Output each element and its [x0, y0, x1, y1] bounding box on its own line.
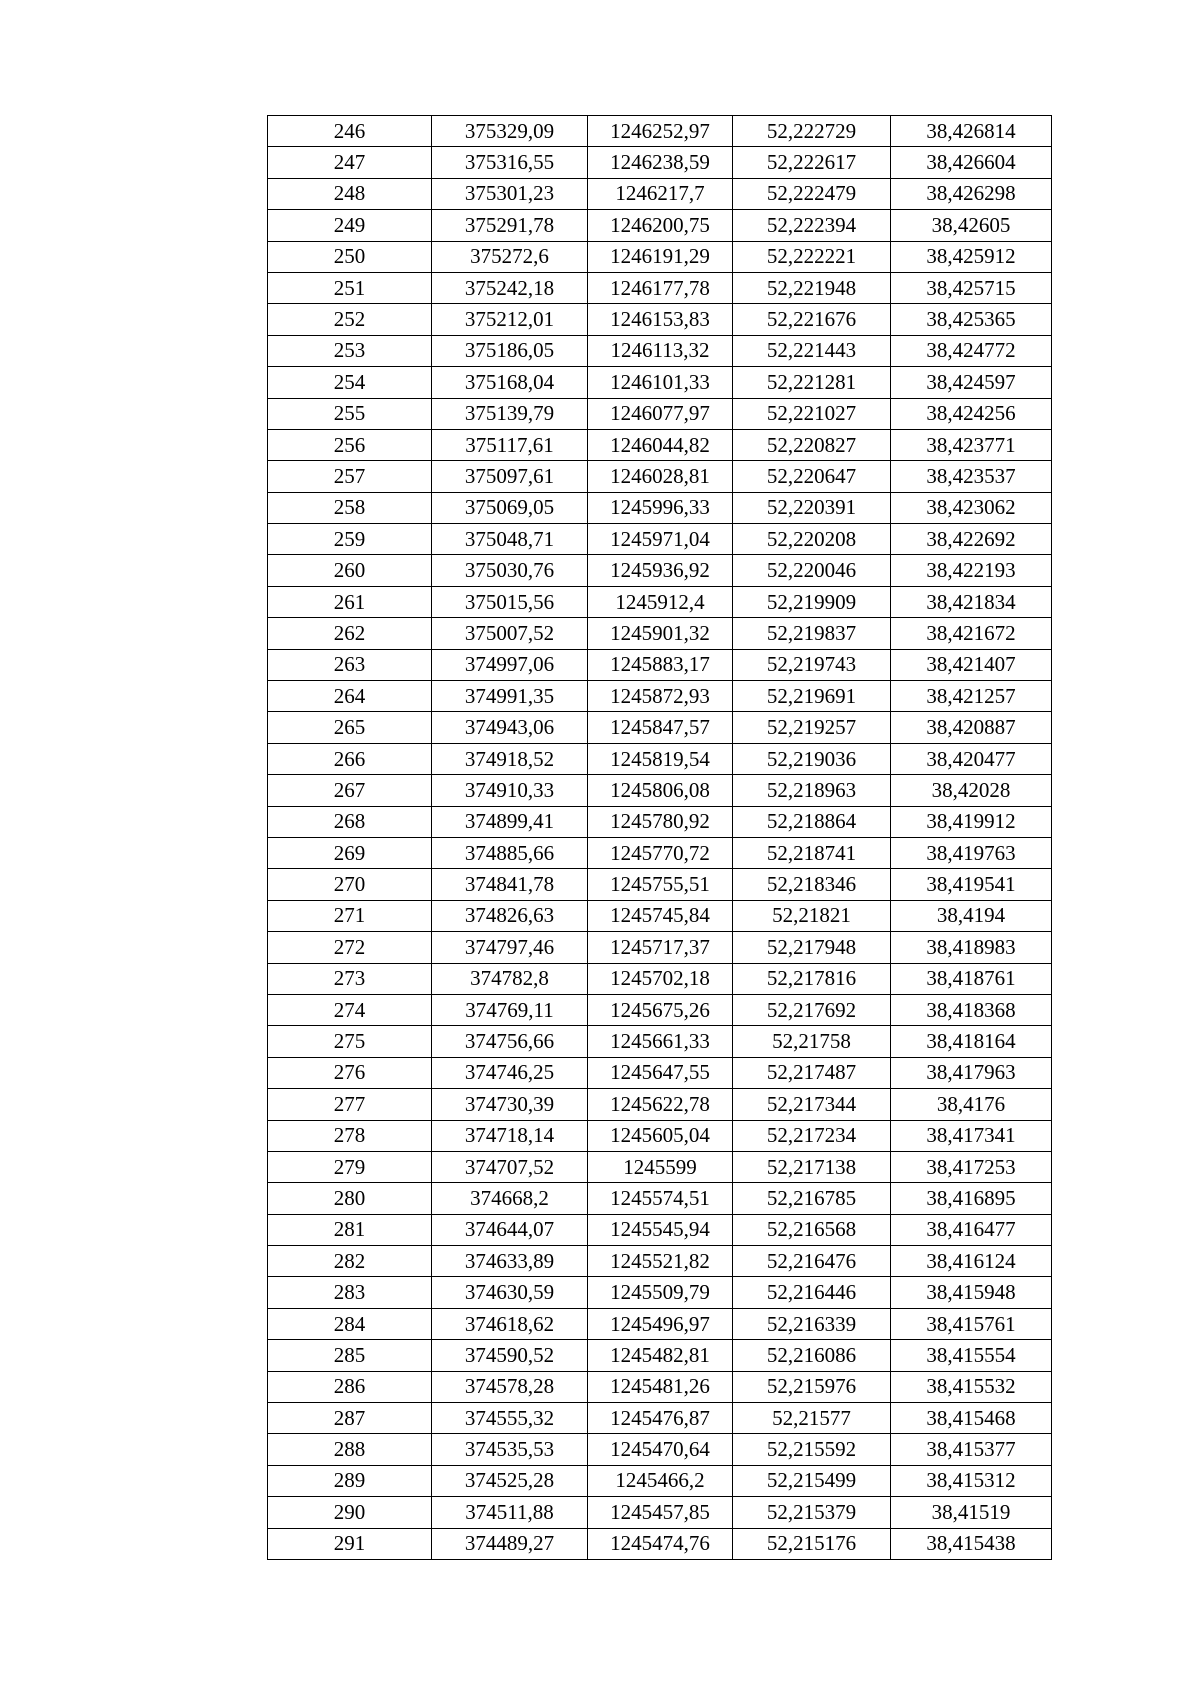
y-coordinate-cell: 1246044,82 — [588, 429, 733, 460]
table-row — [268, 398, 1052, 429]
y-coordinate-cell: 1245521,82 — [588, 1246, 733, 1277]
y-coordinate-cell: 1246191,29 — [588, 241, 733, 272]
latitude-cell: 52,218741 — [733, 837, 891, 868]
longitude-cell: 38,421407 — [891, 649, 1052, 680]
table-row — [268, 618, 1052, 649]
x-coordinate-cell: 375139,79 — [432, 398, 588, 429]
point-number-cell: 261 — [268, 586, 432, 617]
table-row — [268, 1214, 1052, 1245]
latitude-cell: 52,222617 — [733, 147, 891, 178]
x-coordinate-cell: 374769,11 — [432, 994, 588, 1025]
x-coordinate-cell: 375291,78 — [432, 210, 588, 241]
point-number-cell: 283 — [268, 1277, 432, 1308]
y-coordinate-cell: 1245496,97 — [588, 1308, 733, 1339]
x-coordinate-cell: 374644,07 — [432, 1214, 588, 1245]
longitude-cell: 38,418983 — [891, 932, 1052, 963]
table-row — [268, 555, 1052, 586]
table-row — [268, 1371, 1052, 1402]
table-row — [268, 806, 1052, 837]
longitude-cell: 38,420887 — [891, 712, 1052, 743]
latitude-cell: 52,222221 — [733, 241, 891, 272]
point-number-cell: 287 — [268, 1403, 432, 1434]
table-row — [268, 492, 1052, 523]
latitude-cell: 52,217487 — [733, 1057, 891, 1088]
table-row — [268, 743, 1052, 774]
table-row — [268, 1403, 1052, 1434]
point-number-cell: 257 — [268, 461, 432, 492]
y-coordinate-cell: 1245819,54 — [588, 743, 733, 774]
x-coordinate-cell: 374943,06 — [432, 712, 588, 743]
table-row — [268, 178, 1052, 209]
table-row — [268, 1497, 1052, 1528]
x-coordinate-cell: 375186,05 — [432, 335, 588, 366]
y-coordinate-cell: 1245647,55 — [588, 1057, 733, 1088]
point-number-cell: 273 — [268, 963, 432, 994]
y-coordinate-cell: 1245872,93 — [588, 681, 733, 712]
x-coordinate-cell: 374707,52 — [432, 1151, 588, 1182]
point-number-cell: 275 — [268, 1026, 432, 1057]
longitude-cell: 38,41519 — [891, 1497, 1052, 1528]
point-number-cell: 285 — [268, 1340, 432, 1371]
table-row — [268, 1465, 1052, 1496]
latitude-cell: 52,217138 — [733, 1151, 891, 1182]
longitude-cell: 38,415554 — [891, 1340, 1052, 1371]
point-number-cell: 268 — [268, 806, 432, 837]
longitude-cell: 38,42028 — [891, 775, 1052, 806]
y-coordinate-cell: 1246200,75 — [588, 210, 733, 241]
table-row — [268, 335, 1052, 366]
x-coordinate-cell: 374535,53 — [432, 1434, 588, 1465]
x-coordinate-cell: 374618,62 — [432, 1308, 588, 1339]
longitude-cell: 38,420477 — [891, 743, 1052, 774]
x-coordinate-cell: 375117,61 — [432, 429, 588, 460]
point-number-cell: 278 — [268, 1120, 432, 1151]
point-number-cell: 247 — [268, 147, 432, 178]
longitude-cell: 38,422692 — [891, 524, 1052, 555]
point-number-cell: 260 — [268, 555, 432, 586]
x-coordinate-cell: 375301,23 — [432, 178, 588, 209]
latitude-cell: 52,217816 — [733, 963, 891, 994]
y-coordinate-cell: 1245745,84 — [588, 900, 733, 931]
point-number-cell: 277 — [268, 1089, 432, 1120]
latitude-cell: 52,221676 — [733, 304, 891, 335]
latitude-cell: 52,216568 — [733, 1214, 891, 1245]
y-coordinate-cell: 1245936,92 — [588, 555, 733, 586]
y-coordinate-cell: 1245971,04 — [588, 524, 733, 555]
latitude-cell: 52,219257 — [733, 712, 891, 743]
longitude-cell: 38,4194 — [891, 900, 1052, 931]
point-number-cell: 252 — [268, 304, 432, 335]
y-coordinate-cell: 1245481,26 — [588, 1371, 733, 1402]
longitude-cell: 38,419541 — [891, 869, 1052, 900]
latitude-cell: 52,222394 — [733, 210, 891, 241]
point-number-cell: 274 — [268, 994, 432, 1025]
y-coordinate-cell: 1245806,08 — [588, 775, 733, 806]
longitude-cell: 38,416124 — [891, 1246, 1052, 1277]
table-row — [268, 1277, 1052, 1308]
x-coordinate-cell: 375168,04 — [432, 367, 588, 398]
y-coordinate-cell: 1246153,83 — [588, 304, 733, 335]
latitude-cell: 52,217948 — [733, 932, 891, 963]
x-coordinate-cell: 375097,61 — [432, 461, 588, 492]
longitude-cell: 38,426298 — [891, 178, 1052, 209]
y-coordinate-cell: 1245599 — [588, 1151, 733, 1182]
latitude-cell: 52,218346 — [733, 869, 891, 900]
y-coordinate-cell: 1246101,33 — [588, 367, 733, 398]
y-coordinate-cell: 1245470,64 — [588, 1434, 733, 1465]
longitude-cell: 38,426814 — [891, 116, 1052, 147]
table-row — [268, 524, 1052, 555]
longitude-cell: 38,419912 — [891, 806, 1052, 837]
point-number-cell: 276 — [268, 1057, 432, 1088]
latitude-cell: 52,220391 — [733, 492, 891, 523]
longitude-cell: 38,418368 — [891, 994, 1052, 1025]
y-coordinate-cell: 1246238,59 — [588, 147, 733, 178]
longitude-cell: 38,415377 — [891, 1434, 1052, 1465]
x-coordinate-cell: 374997,06 — [432, 649, 588, 680]
point-number-cell: 272 — [268, 932, 432, 963]
x-coordinate-cell: 374991,35 — [432, 681, 588, 712]
table-row — [268, 837, 1052, 868]
y-coordinate-cell: 1246113,32 — [588, 335, 733, 366]
x-coordinate-cell: 374899,41 — [432, 806, 588, 837]
y-coordinate-cell: 1245545,94 — [588, 1214, 733, 1245]
table-row — [268, 241, 1052, 272]
longitude-cell: 38,421834 — [891, 586, 1052, 617]
x-coordinate-cell: 374797,46 — [432, 932, 588, 963]
longitude-cell: 38,421257 — [891, 681, 1052, 712]
x-coordinate-cell: 374633,89 — [432, 1246, 588, 1277]
latitude-cell: 52,218864 — [733, 806, 891, 837]
table-row — [268, 1434, 1052, 1465]
longitude-cell: 38,423771 — [891, 429, 1052, 460]
longitude-cell: 38,415532 — [891, 1371, 1052, 1402]
y-coordinate-cell: 1245574,51 — [588, 1183, 733, 1214]
point-number-cell: 254 — [268, 367, 432, 398]
x-coordinate-cell: 375015,56 — [432, 586, 588, 617]
longitude-cell: 38,424772 — [891, 335, 1052, 366]
longitude-cell: 38,42605 — [891, 210, 1052, 241]
y-coordinate-cell: 1246252,97 — [588, 116, 733, 147]
x-coordinate-cell: 374630,59 — [432, 1277, 588, 1308]
y-coordinate-cell: 1245847,57 — [588, 712, 733, 743]
latitude-cell: 52,220647 — [733, 461, 891, 492]
latitude-cell: 52,221443 — [733, 335, 891, 366]
table-row — [268, 367, 1052, 398]
latitude-cell: 52,221027 — [733, 398, 891, 429]
y-coordinate-cell: 1245912,4 — [588, 586, 733, 617]
point-number-cell: 280 — [268, 1183, 432, 1214]
y-coordinate-cell: 1245901,32 — [588, 618, 733, 649]
y-coordinate-cell: 1246177,78 — [588, 272, 733, 303]
x-coordinate-cell: 375212,01 — [432, 304, 588, 335]
table-row — [268, 1340, 1052, 1371]
latitude-cell: 52,215176 — [733, 1528, 891, 1559]
point-number-cell: 251 — [268, 272, 432, 303]
table-row — [268, 963, 1052, 994]
x-coordinate-cell: 374511,88 — [432, 1497, 588, 1528]
longitude-cell: 38,418761 — [891, 963, 1052, 994]
x-coordinate-cell: 374826,63 — [432, 900, 588, 931]
point-number-cell: 286 — [268, 1371, 432, 1402]
longitude-cell: 38,417253 — [891, 1151, 1052, 1182]
y-coordinate-cell: 1245482,81 — [588, 1340, 733, 1371]
y-coordinate-cell: 1245770,72 — [588, 837, 733, 868]
x-coordinate-cell: 374668,2 — [432, 1183, 588, 1214]
latitude-cell: 52,219743 — [733, 649, 891, 680]
longitude-cell: 38,4176 — [891, 1089, 1052, 1120]
point-number-cell: 282 — [268, 1246, 432, 1277]
table-row — [268, 461, 1052, 492]
longitude-cell: 38,422193 — [891, 555, 1052, 586]
x-coordinate-cell: 374918,52 — [432, 743, 588, 774]
latitude-cell: 52,216446 — [733, 1277, 891, 1308]
point-number-cell: 281 — [268, 1214, 432, 1245]
table-row — [268, 1183, 1052, 1214]
x-coordinate-cell: 374730,39 — [432, 1089, 588, 1120]
latitude-cell: 52,216339 — [733, 1308, 891, 1339]
table-row — [268, 272, 1052, 303]
x-coordinate-cell: 375069,05 — [432, 492, 588, 523]
latitude-cell: 52,21758 — [733, 1026, 891, 1057]
y-coordinate-cell: 1245474,76 — [588, 1528, 733, 1559]
x-coordinate-cell: 374555,32 — [432, 1403, 588, 1434]
longitude-cell: 38,423537 — [891, 461, 1052, 492]
y-coordinate-cell: 1245702,18 — [588, 963, 733, 994]
y-coordinate-cell: 1246028,81 — [588, 461, 733, 492]
y-coordinate-cell: 1245883,17 — [588, 649, 733, 680]
table-row — [268, 994, 1052, 1025]
longitude-cell: 38,419763 — [891, 837, 1052, 868]
point-number-cell: 290 — [268, 1497, 432, 1528]
latitude-cell: 52,21821 — [733, 900, 891, 931]
x-coordinate-cell: 374841,78 — [432, 869, 588, 900]
coordinates-table — [267, 115, 1052, 1560]
latitude-cell: 52,218963 — [733, 775, 891, 806]
y-coordinate-cell: 1246217,7 — [588, 178, 733, 209]
table-row — [268, 304, 1052, 335]
point-number-cell: 250 — [268, 241, 432, 272]
point-number-cell: 269 — [268, 837, 432, 868]
longitude-cell: 38,415468 — [891, 1403, 1052, 1434]
table-row — [268, 932, 1052, 963]
table-row — [268, 1151, 1052, 1182]
latitude-cell: 52,215499 — [733, 1465, 891, 1496]
latitude-cell: 52,219837 — [733, 618, 891, 649]
point-number-cell: 263 — [268, 649, 432, 680]
latitude-cell: 52,216785 — [733, 1183, 891, 1214]
x-coordinate-cell: 374885,66 — [432, 837, 588, 868]
longitude-cell: 38,418164 — [891, 1026, 1052, 1057]
x-coordinate-cell: 374756,66 — [432, 1026, 588, 1057]
latitude-cell: 52,219036 — [733, 743, 891, 774]
table-row — [268, 649, 1052, 680]
table-row — [268, 210, 1052, 241]
latitude-cell: 52,21577 — [733, 1403, 891, 1434]
table-row — [268, 116, 1052, 147]
point-number-cell: 253 — [268, 335, 432, 366]
x-coordinate-cell: 374590,52 — [432, 1340, 588, 1371]
longitude-cell: 38,417963 — [891, 1057, 1052, 1088]
y-coordinate-cell: 1245466,2 — [588, 1465, 733, 1496]
point-number-cell: 262 — [268, 618, 432, 649]
latitude-cell: 52,215592 — [733, 1434, 891, 1465]
x-coordinate-cell: 375316,55 — [432, 147, 588, 178]
x-coordinate-cell: 374910,33 — [432, 775, 588, 806]
latitude-cell: 52,215976 — [733, 1371, 891, 1402]
point-number-cell: 246 — [268, 116, 432, 147]
x-coordinate-cell: 375272,6 — [432, 241, 588, 272]
x-coordinate-cell: 375329,09 — [432, 116, 588, 147]
point-number-cell: 255 — [268, 398, 432, 429]
point-number-cell: 249 — [268, 210, 432, 241]
y-coordinate-cell: 1245755,51 — [588, 869, 733, 900]
longitude-cell: 38,417341 — [891, 1120, 1052, 1151]
point-number-cell: 258 — [268, 492, 432, 523]
point-number-cell: 256 — [268, 429, 432, 460]
point-number-cell: 248 — [268, 178, 432, 209]
longitude-cell: 38,415312 — [891, 1465, 1052, 1496]
y-coordinate-cell: 1245457,85 — [588, 1497, 733, 1528]
table-row — [268, 1528, 1052, 1559]
latitude-cell: 52,217692 — [733, 994, 891, 1025]
latitude-cell: 52,221948 — [733, 272, 891, 303]
x-coordinate-cell: 374578,28 — [432, 1371, 588, 1402]
latitude-cell: 52,220208 — [733, 524, 891, 555]
latitude-cell: 52,222729 — [733, 116, 891, 147]
latitude-cell: 52,222479 — [733, 178, 891, 209]
x-coordinate-cell: 374525,28 — [432, 1465, 588, 1496]
point-number-cell: 265 — [268, 712, 432, 743]
latitude-cell: 52,220827 — [733, 429, 891, 460]
latitude-cell: 52,216476 — [733, 1246, 891, 1277]
point-number-cell: 266 — [268, 743, 432, 774]
latitude-cell: 52,219909 — [733, 586, 891, 617]
table-row — [268, 1057, 1052, 1088]
latitude-cell: 52,221281 — [733, 367, 891, 398]
point-number-cell: 279 — [268, 1151, 432, 1182]
longitude-cell: 38,423062 — [891, 492, 1052, 523]
longitude-cell: 38,425365 — [891, 304, 1052, 335]
point-number-cell: 267 — [268, 775, 432, 806]
y-coordinate-cell: 1245780,92 — [588, 806, 733, 837]
point-number-cell: 270 — [268, 869, 432, 900]
x-coordinate-cell: 375007,52 — [432, 618, 588, 649]
latitude-cell: 52,215379 — [733, 1497, 891, 1528]
longitude-cell: 38,424597 — [891, 367, 1052, 398]
point-number-cell: 291 — [268, 1528, 432, 1559]
table-row — [268, 147, 1052, 178]
y-coordinate-cell: 1245476,87 — [588, 1403, 733, 1434]
longitude-cell: 38,425715 — [891, 272, 1052, 303]
latitude-cell: 52,219691 — [733, 681, 891, 712]
table-row — [268, 429, 1052, 460]
table-row — [268, 1089, 1052, 1120]
table-row — [268, 775, 1052, 806]
point-number-cell: 259 — [268, 524, 432, 555]
table-row — [268, 712, 1052, 743]
longitude-cell: 38,425912 — [891, 241, 1052, 272]
latitude-cell: 52,217344 — [733, 1089, 891, 1120]
x-coordinate-cell: 374718,14 — [432, 1120, 588, 1151]
latitude-cell: 52,217234 — [733, 1120, 891, 1151]
point-number-cell: 289 — [268, 1465, 432, 1496]
x-coordinate-cell: 374782,8 — [432, 963, 588, 994]
table-row — [268, 1246, 1052, 1277]
longitude-cell: 38,416477 — [891, 1214, 1052, 1245]
longitude-cell: 38,416895 — [891, 1183, 1052, 1214]
point-number-cell: 284 — [268, 1308, 432, 1339]
point-number-cell: 288 — [268, 1434, 432, 1465]
x-coordinate-cell: 374489,27 — [432, 1528, 588, 1559]
table-row — [268, 1026, 1052, 1057]
table-row — [268, 1308, 1052, 1339]
x-coordinate-cell: 375030,76 — [432, 555, 588, 586]
y-coordinate-cell: 1245717,37 — [588, 932, 733, 963]
x-coordinate-cell: 375048,71 — [432, 524, 588, 555]
longitude-cell: 38,415948 — [891, 1277, 1052, 1308]
longitude-cell: 38,426604 — [891, 147, 1052, 178]
table-row — [268, 681, 1052, 712]
latitude-cell: 52,220046 — [733, 555, 891, 586]
longitude-cell: 38,415761 — [891, 1308, 1052, 1339]
longitude-cell: 38,415438 — [891, 1528, 1052, 1559]
table-row — [268, 1120, 1052, 1151]
latitude-cell: 52,216086 — [733, 1340, 891, 1371]
table-row — [268, 586, 1052, 617]
y-coordinate-cell: 1245605,04 — [588, 1120, 733, 1151]
x-coordinate-cell: 374746,25 — [432, 1057, 588, 1088]
longitude-cell: 38,424256 — [891, 398, 1052, 429]
point-number-cell: 264 — [268, 681, 432, 712]
point-number-cell: 271 — [268, 900, 432, 931]
y-coordinate-cell: 1245509,79 — [588, 1277, 733, 1308]
y-coordinate-cell: 1245675,26 — [588, 994, 733, 1025]
x-coordinate-cell: 375242,18 — [432, 272, 588, 303]
y-coordinate-cell: 1245622,78 — [588, 1089, 733, 1120]
y-coordinate-cell: 1246077,97 — [588, 398, 733, 429]
y-coordinate-cell: 1245996,33 — [588, 492, 733, 523]
coordinates-table-body — [268, 116, 1052, 1560]
table-row — [268, 869, 1052, 900]
longitude-cell: 38,421672 — [891, 618, 1052, 649]
table-row — [268, 900, 1052, 931]
y-coordinate-cell: 1245661,33 — [588, 1026, 733, 1057]
